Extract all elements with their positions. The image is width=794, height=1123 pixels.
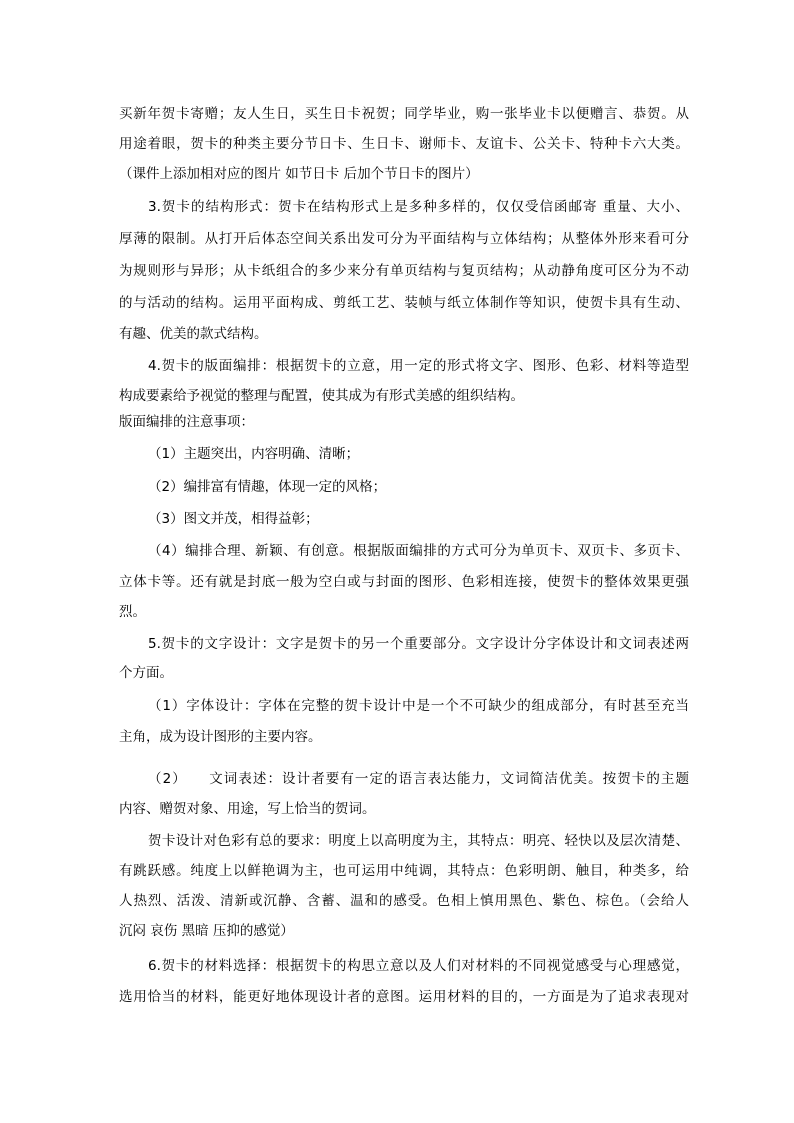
text-line: 有趣、优美的款式结构。: [119, 326, 268, 342]
list-item: （2） 文词表述：设计者要有一定的语言表达能力，文词简洁优美。按贺卡的主题: [148, 771, 689, 787]
text-line: 内容、赠贺对象、用途，写上恰当的贺词。: [119, 801, 376, 817]
text-line: 人热烈、活泼、清新或沉静、含蓄、温和的感受。色相上慎用黑色、紫色、棕色。（会给人: [119, 893, 689, 909]
list-item: （1）字体设计：字体在完整的贺卡设计中是一个不可缺少的组成部分，有时甚至充当: [148, 698, 689, 714]
text-line: 4.贺卡的版面编排：根据贺卡的立意，用一定的形式将文字、图形、色彩、材料等造型: [148, 358, 689, 374]
text-line: 厚薄的限制。从打开后体态空间关系出发可分为平面结构与立体结构；从整体外形来看可分: [119, 231, 689, 247]
list-item: （3）图文并茂，相得益彰；: [148, 511, 319, 527]
text-line: 为规则形与异形；从卡纸组合的多少来分有单页结构与复页结构；从动静角度可区分为不动: [119, 263, 689, 279]
text-line: 主角，成为设计图形的主要内容。: [119, 729, 322, 745]
text-line: 有跳跃感。纯度上以鲜艳调为主，也可运用中纯调，其特点：色彩明朗、触目，种类多，给: [119, 863, 689, 879]
text-line: （课件上添加相对应的图片 如节日卡 后加个节日卡的图片）: [119, 166, 479, 182]
list-item: （4）编排合理、新颖、有创意。根据版面编排的方式可分为单页卡、双页卡、多页卡、: [148, 543, 689, 559]
text-line: 的与活动的结构。运用平面构成、剪纸工艺、装帧与纸立体制作等知识，使贺卡具有生动、: [119, 295, 689, 311]
text-line: 买新年贺卡寄赠；友人生日，买生日卡祝贺；同学毕业，购一张毕业卡以便赠言、恭贺。从: [119, 106, 689, 122]
text-line: 用途着眼，贺卡的种类主要分节日卡、生日卡、谢师卡、友谊卡、公关卡、特种卡六大类。: [119, 136, 689, 152]
text-line: 烈。: [119, 604, 146, 620]
list-item: （2）编排富有情趣，体现一定的风格；: [148, 479, 387, 495]
text-line: 5.贺卡的文字设计：文字是贺卡的另一个重要部分。文字设计分字体设计和文词表述两: [148, 636, 689, 652]
text-line: 立体卡等。还有就是封底一般为空白或与封面的图形、色彩相连接，使贺卡的整体效果更强: [119, 574, 689, 590]
list-item: （1）主题突出，内容明确、清晰；: [148, 446, 360, 462]
text-line: 构成要素给予视觉的整理与配置，使其成为有形式美感的组织结构。: [119, 388, 524, 404]
text-line: 个方面。: [119, 665, 173, 681]
section-heading: 版面编排的注意事项：: [119, 414, 254, 430]
text-line: 贺卡设计对色彩有总的要求：明度上以高明度为主，其特点：明亮、轻快以及层次清楚、: [148, 833, 689, 849]
text-line: 沉闷 哀伤 黑暗 压抑的感觉）: [119, 923, 294, 939]
text-line: 3.贺卡的结构形式：贺卡在结构形式上是多种多样的，仅仅受信函邮寄 重量、大小、: [148, 199, 689, 215]
text-line: 6.贺卡的材料选择：根据贺卡的构思立意以及人们对材料的不同视觉感受与心理感觉，: [148, 958, 689, 974]
text-line: 选用恰当的材料，能更好地体现设计者的意图。运用材料的目的，一方面是为了追求表现对: [119, 989, 689, 1005]
